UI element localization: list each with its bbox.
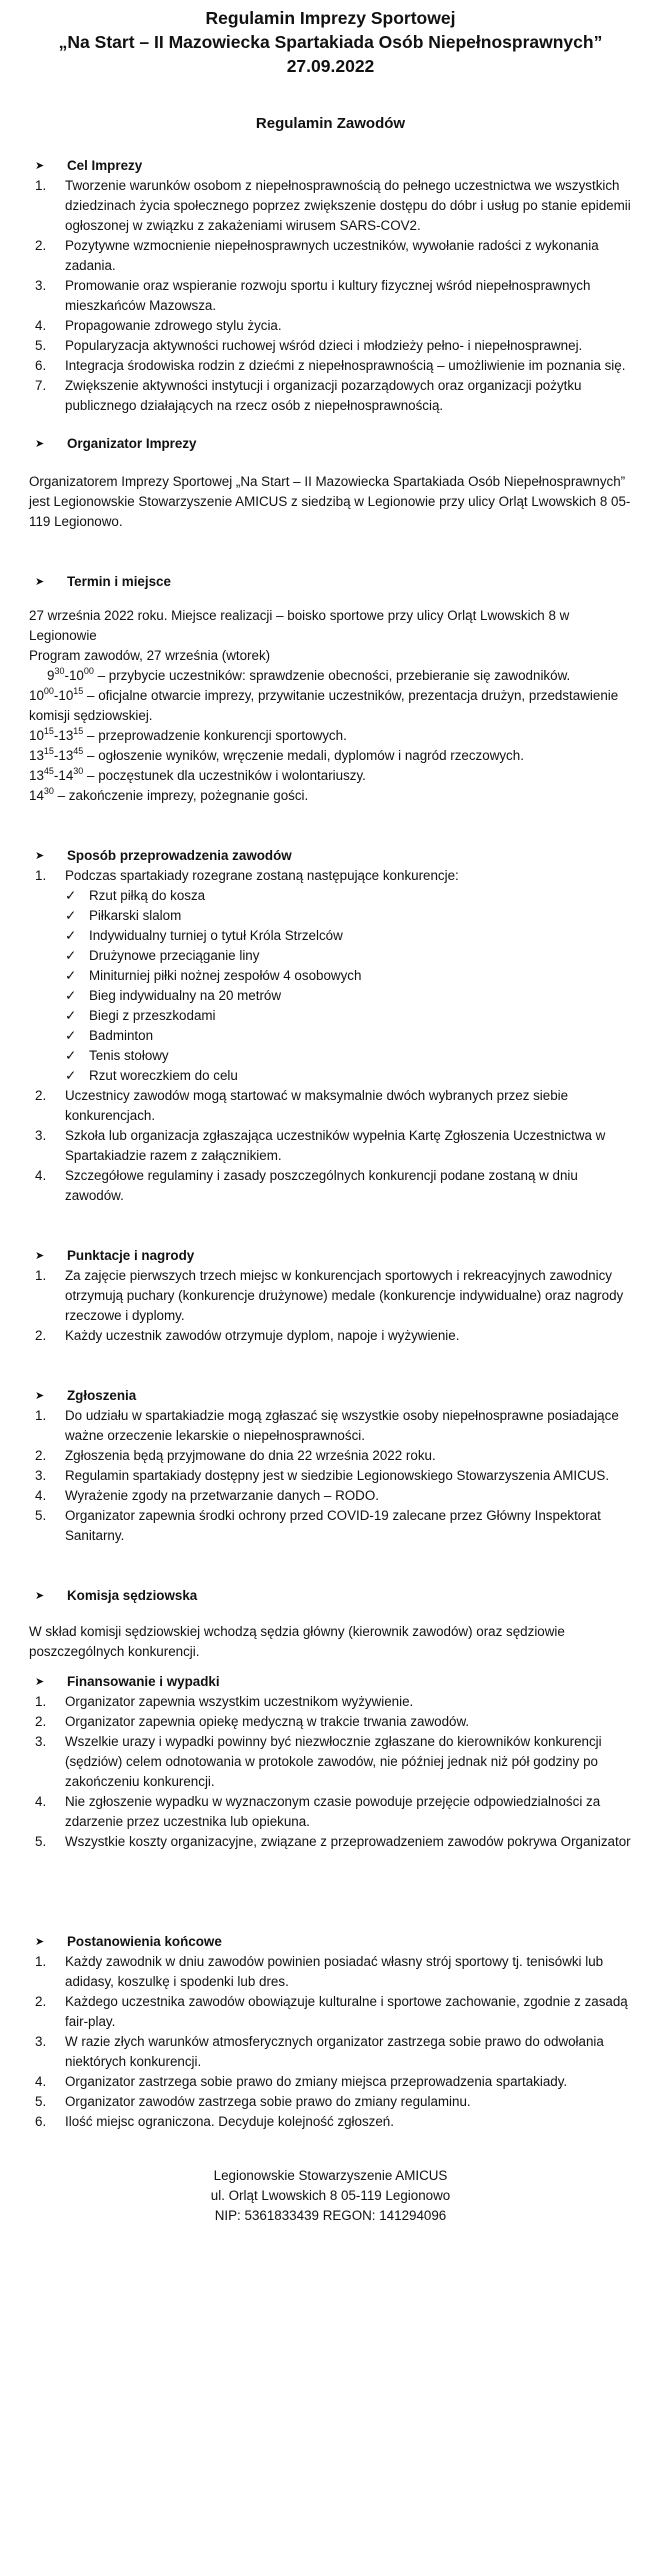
list-item: 4. Szczegółowe regulaminy i zasady poszczególnych konkurencji podane zostaną w dniu zawodów. [35, 1168, 578, 1203]
postanowienia-list [29, 1952, 632, 2132]
list-item: 7. Zwiększenie aktywności instytucji i organizacji pozarządowych oraz organizacji pożytku publicznego działających na rzecz osób z niepełnosprawnością. [35, 378, 582, 413]
komisja-text: W skład komisji sędziowskiej wchodzą sędzia główny (kierownik zawodów) oraz sędziowie poszczególnych konkurencji. [29, 1624, 565, 1659]
discipline-item: ✓ Piłkarski slalom [29, 906, 632, 926]
list-item: 3. Wszelkie urazy i wypadki powinny być niezwłocznie zgłaszane do kierowników konkurencji (sędziów) celem odnotowania w protokole zawodów, nie później jednak niż pół godziny po zakończeniu konkurencji. [35, 1734, 602, 1789]
cel-list [29, 176, 632, 416]
list-item: 5. Wszystkie koszty organizacyjne, związane z przeprowadzeniem zawodów pokrywa Organizator [35, 1834, 631, 1849]
schedule [29, 666, 632, 806]
footer-org-name: Legionowskie Stowarzyszenie AMICUS [213, 2168, 448, 2183]
list-item: 6. Integracja środowiska rodzin z dziećmi z niepełnosprawnością – umożliwienie im poznania się. [35, 358, 626, 373]
list-item: 2. Zgłoszenia będą przyjmowane do dnia 22 września 2022 roku. [35, 1448, 436, 1463]
section-heading-sposob [29, 846, 632, 866]
discipline-item: ✓ Drużynowe przeciąganie liny [29, 946, 632, 966]
check-icon: ✓ [65, 888, 77, 903]
check-icon: ✓ [65, 1008, 77, 1023]
list-item: 2. Organizator zapewnia opiekę medyczną w trakcie trwania zawodów. [35, 1714, 470, 1729]
list-item: 5. Popularyzacja aktywności ruchowej wśród dzieci i młodzieży pełno- i niepełnosprawnej. [35, 338, 583, 353]
list-item: 3. Szkoła lub organizacja zgłaszająca uczestników wypełnia Kartę Zgłoszenia Uczestnictwa w Spartakiadzie razem z załącznikiem. [35, 1128, 606, 1163]
document-body [0, 156, 661, 2226]
section-title: Finansowanie i wypadki [67, 1674, 220, 1689]
regulations-subtitle: Regulamin Zawodów [255, 115, 406, 132]
arrow-bullet-icon: ➤ [35, 1590, 45, 1602]
check-icon: ✓ [65, 968, 77, 983]
list-item: 1. Tworzenie warunków osobom z niepełnosprawnością do pełnego uczestnictwa we wszystkich dziedzinach życia społecznego poprzez zwiększenie dostępu do dóbr i usług po stanie epidemii ogłoszonej w związku z zakażeniami wirusem SARS-COV2. [35, 178, 631, 233]
check-icon: ✓ [65, 908, 77, 923]
list-item: 3. Promowanie oraz wspieranie rozwoju sportu i kultury fizycznej wśród niepełnosprawnych mieszkańców Mazowsza. [35, 278, 591, 313]
list-item: 6. Ilość miejsc ograniczona. Decyduje kolejność zgłoszeń. [35, 2114, 394, 2129]
sposob-list-continued [29, 1086, 632, 1206]
check-icon: ✓ [65, 1068, 77, 1083]
discipline-item: ✓ Miniturniej piłki nożnej zespołów 4 osobowych [29, 966, 632, 986]
document-footer [29, 2166, 632, 2226]
arrow-bullet-icon: ➤ [35, 1936, 45, 1948]
section-title: Postanowienia końcowe [67, 1934, 222, 1949]
section-title: Termin i miejsce [67, 574, 171, 589]
document-header [0, 0, 661, 78]
check-icon: ✓ [65, 1048, 77, 1063]
list-item: 4. Nie zgłoszenie wypadku w wyznaczonym czasie powoduje przejęcie odpowiedzialności za zdarzenie przez uczestnika lub opiekuna. [35, 1794, 601, 1829]
list-item: 5. Organizator zawodów zastrzega sobie prawo do zmiany regulaminu. [35, 2094, 471, 2109]
footer-ids: NIP: 5361833439 REGON: 141294096 [214, 2208, 447, 2223]
list-item: 4. Wyrażenie zgody na przetwarzanie danych – RODO. [35, 1488, 379, 1503]
organizator-text: Organizatorem Imprezy Sportowej „Na Start – II Mazowiecka Spartakiada Osób Niepełnosprawnych” jest Legionowskie Stowarzyszenie AMICUS z siedzibą w Legionowie przy ulicy Orląt Lwowskich 8 05-119 Legionowo. [29, 474, 631, 529]
list-item: 4. Propagowanie zdrowego stylu życia. [35, 318, 282, 333]
list-item: 3. Regulamin spartakiady dostępny jest w siedzibie Legionowskiego Stowarzyszenia AMICUS. [35, 1468, 610, 1483]
section-title: Organizator Imprezy [67, 436, 197, 451]
list-item: 2. Uczestnicy zawodów mogą startować w maksymalnie dwóch wybranych przez siebie konkurencjach. [35, 1088, 569, 1123]
arrow-bullet-icon: ➤ [35, 1390, 45, 1402]
list-item: 5. Organizator zapewnia środki ochrony przed COVID-19 zalecane przez Główny Inspektorat Sanitarny. [35, 1508, 601, 1543]
discipline-item: ✓ Bieg indywidualny na 20 metrów [29, 986, 632, 1006]
schedule-entry: $10^{00}-10^{15}$ – oficjalne otwarcie imprezy, przywitanie uczestników, prezentacja drużyn, przedstawienie komisji sędziowskiej. [29, 685, 619, 723]
discipline-item: ✓ Biegi z przeszkodami [29, 1006, 632, 1026]
discipline-item: ✓ Indywidualny turniej o tytuł Króla Strzelców [29, 926, 632, 946]
section-title: Zgłoszenia [67, 1388, 137, 1403]
arrow-bullet-icon: ➤ [35, 850, 45, 862]
schedule-entry: $10^{15}-13^{15}$ – przeprowadzenie konkurencji sportowych. [29, 725, 347, 743]
section-heading-zgloszenia [29, 1386, 632, 1406]
section-title: Sposób przeprowadzenia zawodów [67, 848, 292, 863]
discipline-item: ✓ Badminton [29, 1026, 632, 1046]
arrow-bullet-icon: ➤ [35, 576, 45, 588]
list-item: 2. Pozytywne wzmocnienie niepełnosprawnych uczestników, wywołanie radości z wykonania zadania. [35, 238, 599, 273]
section-heading-finanse [29, 1672, 632, 1692]
schedule-entry: $13^{15}-13^{45}$ – ogłoszenie wyników, wręczenie medali, dyplomów i nagród rzeczowych. [29, 745, 524, 763]
list-item: 4. Organizator zastrzega sobie prawo do zmiany miejsca przeprowadzenia spartakiady. [35, 2074, 568, 2089]
header-title: Regulamin Imprezy Sportowej [205, 8, 456, 28]
arrow-bullet-icon: ➤ [35, 1676, 45, 1688]
section-title: Punktacje i nagrody [67, 1248, 195, 1263]
finanse-list [29, 1692, 632, 1852]
section-heading-organizator [29, 434, 632, 454]
section-heading-cel [29, 156, 632, 176]
check-icon: ✓ [65, 1028, 77, 1043]
schedule-entry: $13^{45}-14^{30}$ – poczęstunek dla uczestników i wolontariuszy. [29, 765, 366, 783]
header-event-name: „Na Start – II Mazowiecka Spartakiada Osób Niepełnosprawnych” [58, 32, 603, 52]
section-heading-komisja [29, 1586, 632, 1606]
list-item: 2. Każdego uczestnika zawodów obowiązuje kulturalne i sportowe zachowanie, zgodnie z zasadą fair-play. [35, 1994, 628, 2029]
disciplines-list [29, 886, 632, 1086]
arrow-bullet-icon: ➤ [35, 438, 45, 450]
list-item: 1. Każdy zawodnik w dniu zawodów powinien posiadać własny strój sportowy tj. tenisówki lub adidasy, koszulkę i spodenki lub dres. [35, 1954, 604, 1989]
discipline-item: ✓ Rzut piłką do kosza [29, 886, 632, 906]
sposob-list [29, 866, 632, 886]
arrow-bullet-icon: ➤ [35, 1250, 45, 1262]
list-item: 1. Za zajęcie pierwszych trzech miejsc w konkurencjach sportowych i rekreacyjnych zawodnicy otrzymują puchary (konkurencje drużynowe) medale (konkurencje indywidualne) oraz nagrody rzeczowe i dyplomy. [35, 1268, 624, 1323]
schedule-entry: $14^{30}$ – zakończenie imprezy, pożegnanie gości. [29, 785, 309, 803]
section-title: Cel Imprezy [67, 158, 143, 173]
arrow-bullet-icon: ➤ [35, 160, 45, 172]
discipline-item: ✓ Tenis stołowy [29, 1046, 632, 1066]
schedule-entry: $9^{30}-10^{00}$ – przybycie uczestników: sprawdzenie obecności, przebieranie się zawodników. [47, 665, 571, 683]
zgloszenia-list [29, 1406, 632, 1546]
discipline-item: ✓ Rzut woreczkiem do celu [29, 1066, 632, 1086]
check-icon: ✓ [65, 948, 77, 963]
section-heading-termin [29, 572, 632, 592]
program-label: Program zawodów, 27 września (wtorek) [29, 648, 271, 663]
section-heading-punktacja [29, 1246, 632, 1266]
list-item: 1. Organizator zapewnia wszystkim uczestnikom wyżywienie. [35, 1694, 414, 1709]
section-heading-postanowienia [29, 1932, 632, 1952]
check-icon: ✓ [65, 928, 77, 943]
punktacja-list [29, 1266, 632, 1346]
check-icon: ✓ [65, 988, 77, 1003]
header-date: 27.09.2022 [286, 56, 375, 76]
list-item: 1. Podczas spartakiady rozegrane zostaną następujące konkurencje: [35, 868, 459, 883]
list-item: 3. W razie złych warunków atmosferycznych organizator zastrzega sobie prawo do odwołania niektórych konkurencji. [35, 2034, 604, 2069]
termin-intro: 27 września 2022 roku. Miejsce realizacji – boisko sportowe przy ulicy Orląt Lwowskich 8 w Legionowie [29, 608, 570, 643]
list-item: 2. Każdy uczestnik zawodów otrzymuje dyplom, napoje i wyżywienie. [35, 1328, 460, 1343]
list-item: 1. Do udziału w spartakiadzie mogą zgłaszać się wszystkie osoby niepełnosprawne posiadające ważne orzeczenie lekarskie o niepełnosprawności. [35, 1408, 619, 1443]
section-title: Komisja sędziowska [67, 1588, 198, 1603]
footer-address: ul. Orląt Lwowskich 8 05-119 Legionowo [210, 2188, 451, 2203]
